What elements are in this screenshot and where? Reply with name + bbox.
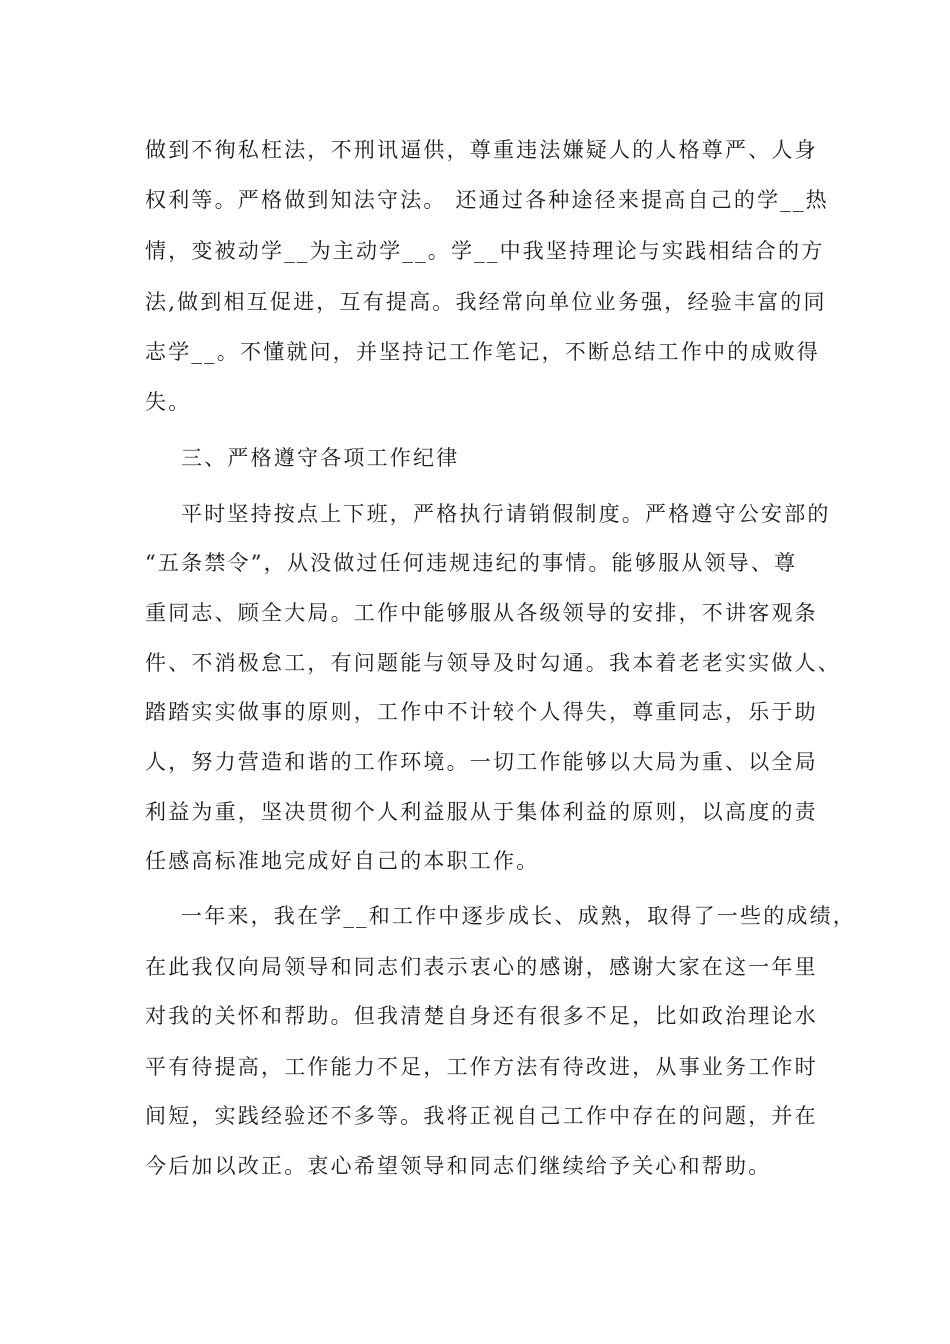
- paragraph-line: 今后加以改正。衷心希望领导和同志们继续给予关心和帮助。: [145, 1154, 772, 1178]
- paragraph-line: 对我的关怀和帮助。但我清楚自身还有很多不足，比如政治理论水: [145, 1004, 818, 1028]
- paragraph-line: 件、不消极怠工，有问题能与领导及时勾通。我本着老老实实做人、: [145, 651, 841, 675]
- paragraph-line: 一年来，我在学__和工作中逐步成长、成熟，取得了一些的成绩，: [181, 904, 856, 928]
- paragraph-line: 在此我仅向局领导和同志们表示衷心的感谢，感谢大家在这一年里: [145, 955, 818, 979]
- paragraph-line: “五条禁令”，从没做过任何违规违纪的事情。能够服从领导、尊: [145, 551, 798, 575]
- paragraph-line: 失。: [145, 390, 192, 414]
- paragraph-line: 平有待提高，工作能力不足，工作方法有待改进，从事业务工作时: [145, 1055, 818, 1079]
- paragraph-line: 人，努力营造和谐的工作环境。一切工作能够以大局为重、以全局: [145, 750, 818, 774]
- paragraph-line: 做到不徇私枉法，不刑讯逼供，尊重违法嫌疑人的人格尊严、人身: [145, 138, 818, 162]
- paragraph-line: 间短，实践经验还不多等。我将正视自己工作中存在的问题，并在: [145, 1104, 818, 1128]
- paragraph-line: 重同志、顾全大局。工作中能够服从各级领导的安排，不讲客观条: [145, 601, 818, 625]
- paragraph-line: 法,做到相互促进，互有提高。我经常向单位业务强，经验丰富的同: [145, 290, 827, 314]
- paragraph-line: 平时坚持按点上下班，严格执行请销假制度。严格遵守公安部的: [181, 502, 831, 526]
- paragraph-line: 利益为重，坚决贯彻个人利益服从于集体利益的原则，以高度的责: [145, 800, 818, 824]
- paragraph-line: 情，变被动学__为主动学__。学__中我坚持理论与实践相结合的方: [145, 239, 825, 263]
- section-heading: 三、严格遵守各项工作纪律: [181, 446, 460, 470]
- paragraph-line: 权利等。严格做到知法守法。 还通过各种途径来提高自己的学__热: [145, 188, 829, 212]
- paragraph-line: 任感高标准地完成好自己的本职工作。: [145, 849, 540, 873]
- paragraph-line: 踏踏实实做事的原则，工作中不计较个人得失，尊重同志，乐于助: [145, 700, 818, 724]
- paragraph-line: 志学__。不懂就问，并坚持记工作笔记，不断总结工作中的成败得: [145, 340, 820, 364]
